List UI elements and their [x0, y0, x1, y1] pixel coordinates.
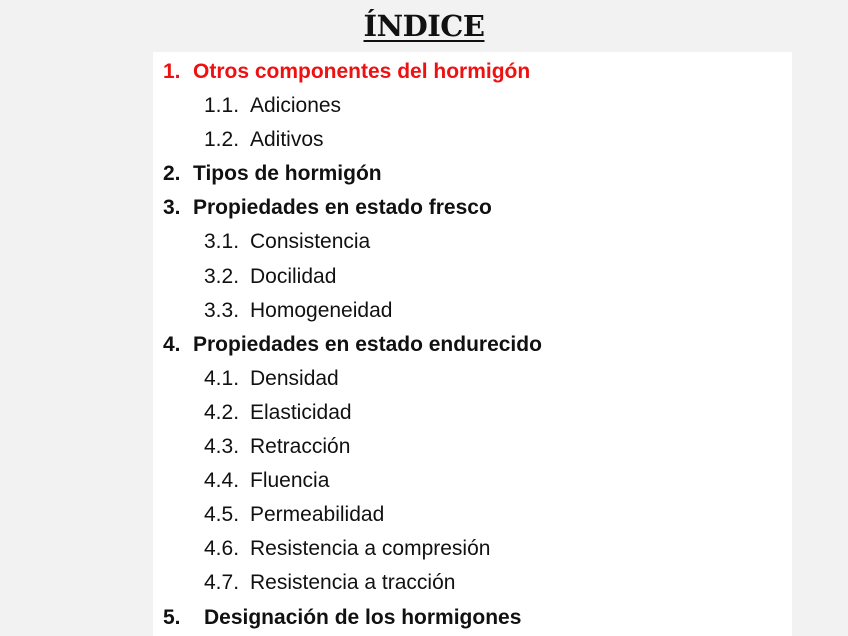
- toc-item-label: Resistencia a compresión: [250, 537, 491, 561]
- toc-item-number: 4.4.: [204, 469, 240, 493]
- toc-item-label: Densidad: [250, 366, 339, 390]
- toc-item-4-4[interactable]: [153, 464, 792, 498]
- toc-item-4-5[interactable]: [153, 498, 792, 532]
- toc-item-label: Resistencia a tracción: [250, 571, 456, 595]
- toc-item-label: Permeabilidad: [250, 503, 385, 527]
- toc-item-number: 4.7.: [204, 571, 240, 595]
- toc-item-number: 1.2.: [204, 128, 240, 152]
- toc-item-label: Propiedades en estado endurecido: [193, 332, 542, 356]
- toc-item-1-1[interactable]: [153, 89, 792, 123]
- toc-item-label: Consistencia: [250, 230, 371, 254]
- toc-item-number: 1.1.: [204, 94, 240, 118]
- toc-item-number: 1.: [163, 60, 181, 83]
- table-of-contents: [153, 55, 792, 635]
- toc-item-3-3[interactable]: [153, 294, 792, 328]
- toc-item-4[interactable]: [153, 328, 792, 362]
- toc-item-label: Designación de los hormigones: [204, 605, 522, 629]
- toc-item-label: Homogeneidad: [250, 298, 393, 322]
- toc-item-5[interactable]: [153, 601, 792, 635]
- toc-item-label: Propiedades en estado fresco: [193, 196, 492, 220]
- toc-item-label: Retracción: [250, 435, 351, 459]
- toc-item-label: Fluencia: [250, 469, 330, 493]
- toc-item-3-2[interactable]: [153, 260, 792, 294]
- toc-item-number: 4.: [163, 332, 181, 356]
- toc-item-3[interactable]: [153, 191, 792, 225]
- toc-item-4-2[interactable]: [153, 396, 792, 430]
- toc-item-4-1[interactable]: [153, 362, 792, 396]
- toc-item-label: Docilidad: [250, 264, 337, 288]
- toc-item-number: 3.1.: [204, 230, 240, 254]
- page-title: ÍNDICE: [363, 9, 485, 43]
- toc-item-2[interactable]: [153, 157, 792, 191]
- toc-item-label: Otros componentes del hormigón: [193, 60, 531, 83]
- toc-item-number: 3.3.: [204, 298, 240, 322]
- toc-item-1-2[interactable]: [153, 123, 792, 157]
- toc-item-1[interactable]: [153, 55, 792, 89]
- toc-panel: [153, 52, 792, 636]
- toc-item-4-7[interactable]: [153, 566, 792, 600]
- toc-item-4-3[interactable]: [153, 430, 792, 464]
- toc-item-label: Adiciones: [250, 94, 342, 118]
- toc-item-number: 3.: [163, 196, 181, 220]
- toc-item-4-6[interactable]: [153, 532, 792, 566]
- toc-item-number: 4.1.: [204, 366, 240, 390]
- toc-item-number: 4.3.: [204, 435, 240, 459]
- toc-item-number: 5.: [163, 605, 181, 629]
- toc-item-label: Elasticidad: [250, 400, 352, 424]
- toc-item-label: Tipos de hormigón: [193, 162, 382, 186]
- toc-item-number: 4.2.: [204, 400, 240, 424]
- toc-item-number: 2.: [163, 162, 181, 186]
- toc-item-number: 4.5.: [204, 503, 240, 527]
- toc-item-number: 3.2.: [204, 264, 240, 288]
- toc-item-label: Aditivos: [250, 128, 324, 152]
- toc-item-number: 4.6.: [204, 537, 240, 561]
- toc-item-3-1[interactable]: [153, 225, 792, 259]
